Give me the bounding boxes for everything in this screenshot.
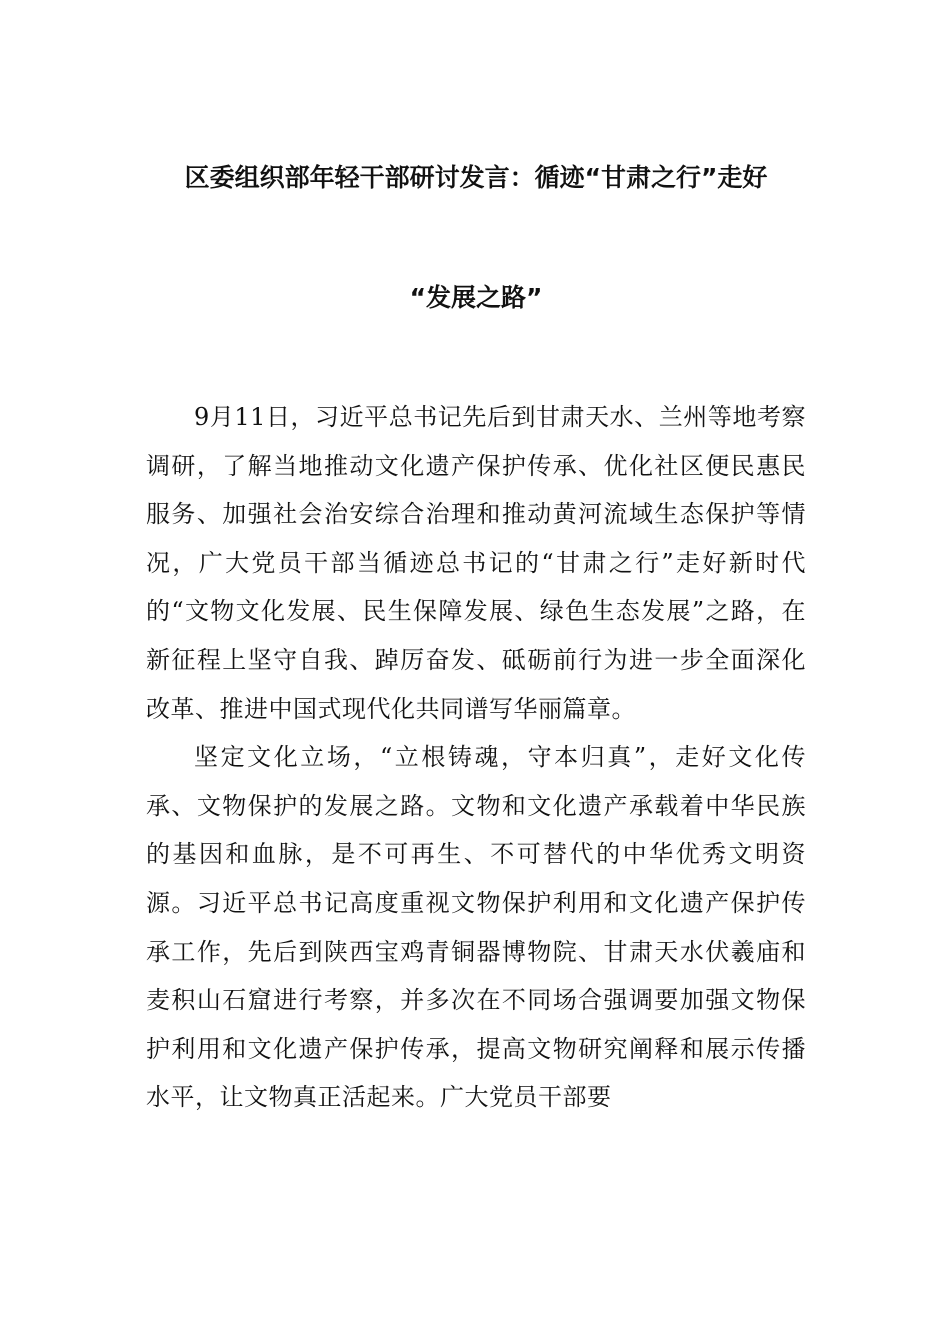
document-title-line-1: 区委组织部年轻干部研讨发言：循迹“甘肃之行”走好 [184,163,768,192]
body-paragraph-1: 9月11日，习近平总书记先后到甘肃天水、兰州等地考察调研，了解当地推动文化遗产保护传承、优化社区便民惠民服务、加强社会治安综合治理和推动黄河流域生态保护等情况，广大党员干部当循迹总书记的“甘肃之行”走好新时代的“文物文化发展、民生保障发展、绿色生态发展”之路，在新征程上坚守自我、踔厉奋发、砥砺前行为进一步全面深化改革、推进中国式现代化共同谱写华丽篇章。 [146,403,806,723]
body-paragraph-2: 坚定文化立场，“立根铸魂，守本归真”，走好文化传承、文物保护的发展之路。文物和文化遗产承载着中华民族的基因和血脉，是不可再生、不可替代的中华优秀文明资源。习近平总书记高度重视文物保护利用和文化遗产保护传承工作，先后到陕西宝鸡青铜器博物院、甘肃天水伏羲庙和麦积山石窟进行考察，并多次在不同场合强调要加强文物保护利用和文化遗产保护传承，提高文物研究阐释和展示传播水平，让文物真正活起来。广大党员干部要 [146,743,806,1112]
document-body [146,393,806,1122]
document-title-line-2: “发展之路” [409,283,543,312]
